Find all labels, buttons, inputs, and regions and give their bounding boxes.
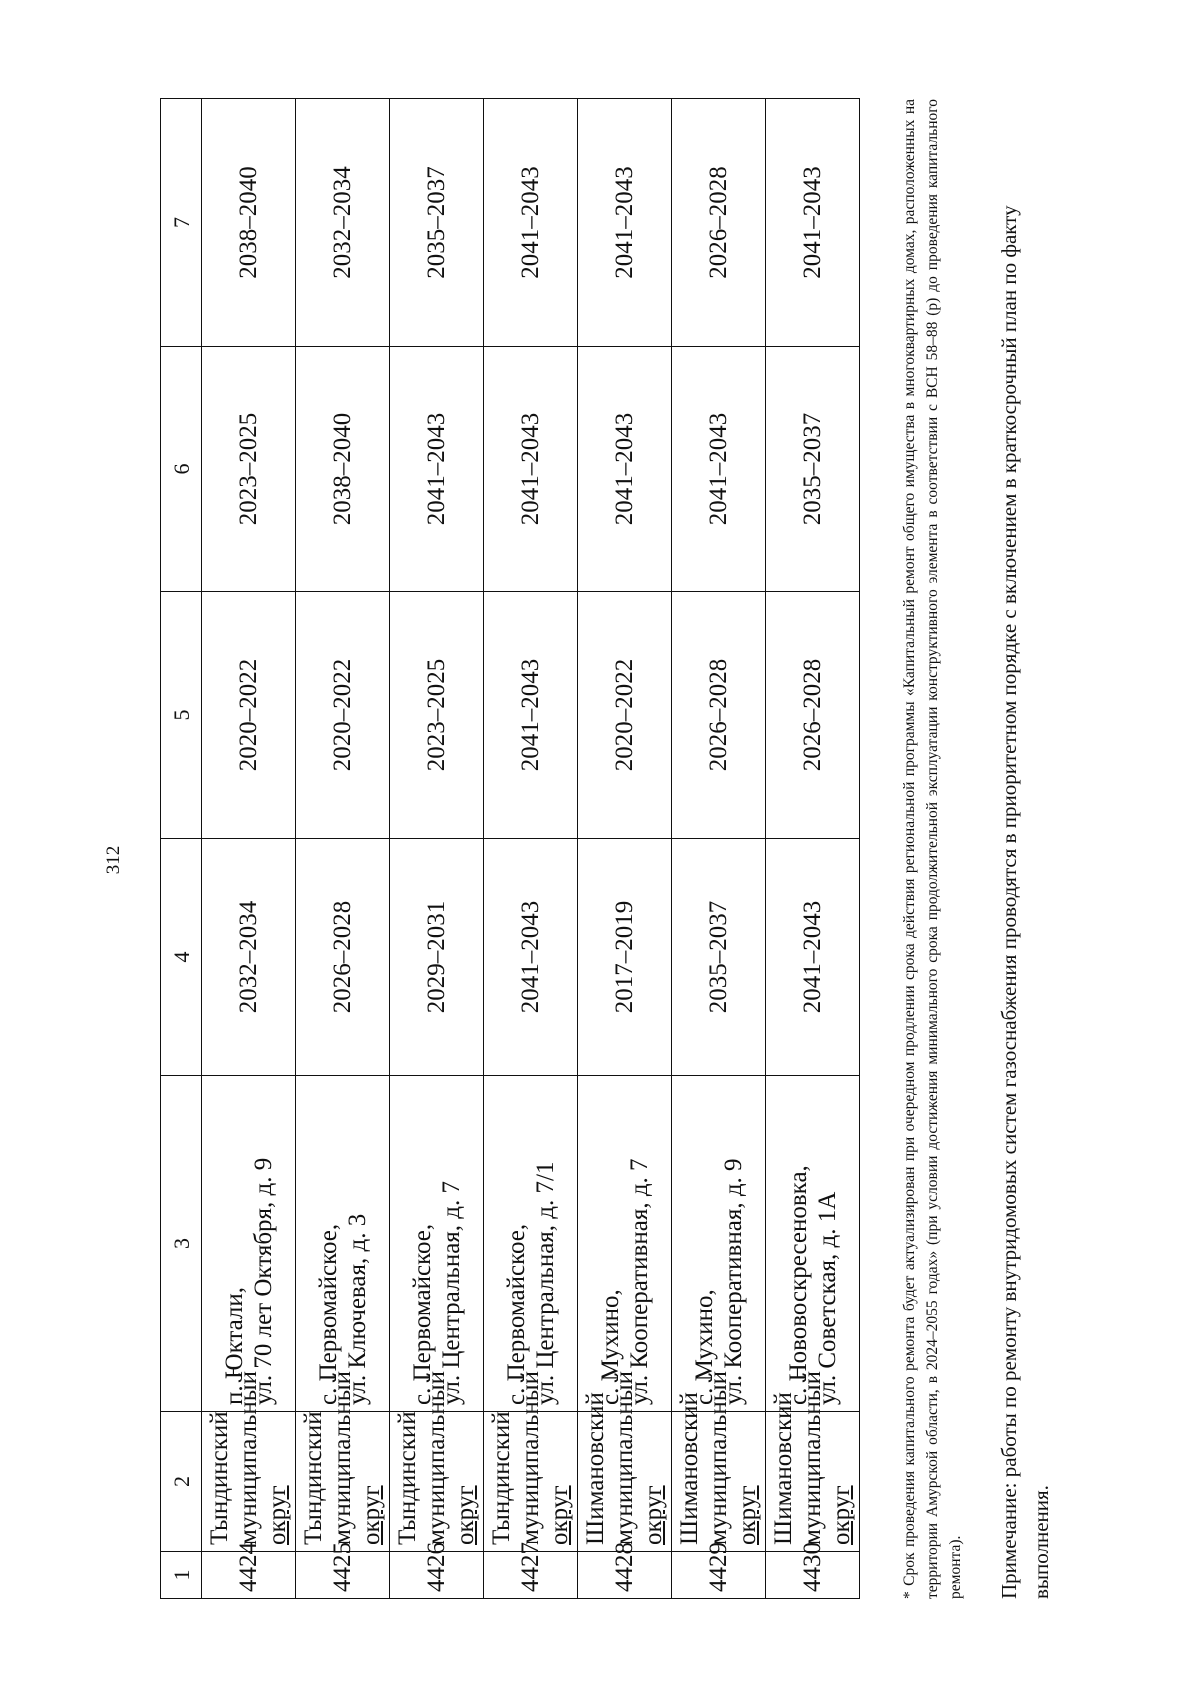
period-col6: 2023–2025 xyxy=(202,347,296,592)
column-number-row xyxy=(161,99,202,1599)
period-col5: 2026–2028 xyxy=(766,592,860,839)
table-row xyxy=(578,99,672,1599)
district-line: округ xyxy=(734,1485,761,1545)
column-number: 6 xyxy=(161,347,202,592)
district-line: Тындинский xyxy=(394,1411,421,1545)
table-row xyxy=(766,99,860,1599)
period-col6: 2035–2037 xyxy=(766,347,860,592)
address-cell xyxy=(672,1076,766,1412)
district-line: округ xyxy=(546,1485,573,1545)
district-line: Тындинский xyxy=(488,1411,515,1545)
period-col5: 2041–2043 xyxy=(484,592,578,839)
period-col6: 2038–2040 xyxy=(296,347,390,592)
district-cell xyxy=(296,1371,390,1552)
table-row xyxy=(296,99,390,1599)
district-line: Шимановский xyxy=(676,1392,703,1545)
period-col6: 2041–2043 xyxy=(484,347,578,592)
district-cell xyxy=(390,1371,484,1552)
period-col6: 2041–2043 xyxy=(672,347,766,592)
row-number: 4428 xyxy=(578,1552,672,1599)
address-line: с. Мухино, xyxy=(596,1289,624,1405)
row-number: 4427 xyxy=(484,1552,578,1599)
capital-repair-table xyxy=(160,98,860,1599)
address-cell xyxy=(578,1076,672,1412)
district-cell xyxy=(672,1371,766,1552)
district-line: муниципальный xyxy=(799,1371,826,1545)
address-line: с. Нововоскресеновка, xyxy=(784,1165,812,1405)
district-line: округ xyxy=(828,1485,855,1545)
district-line: округ xyxy=(264,1485,291,1545)
district-line: Шимановский xyxy=(770,1392,797,1545)
address-line: ул. Ключевая, д. 3 xyxy=(343,1213,371,1405)
district-line: округ xyxy=(452,1485,479,1545)
row-number: 4430 xyxy=(766,1552,860,1599)
address-cell xyxy=(766,1076,860,1412)
period-col5: 2026–2028 xyxy=(672,592,766,839)
period-col5: 2020–2022 xyxy=(202,592,296,839)
row-number: 4426 xyxy=(390,1552,484,1599)
period-col6: 2041–2043 xyxy=(390,347,484,592)
address-cell xyxy=(390,1076,484,1412)
district-line: округ xyxy=(358,1485,385,1545)
note: Примечание: работы по ремонту внутридомовых систем газоснабжения проводятся в приоритетном порядке с включением в краткосрочный план по факту выполнения. xyxy=(997,205,1053,1599)
period-col4: 2041–2043 xyxy=(484,839,578,1076)
period-col4: 2035–2037 xyxy=(672,839,766,1076)
district-line: муниципальный xyxy=(423,1371,450,1545)
period-col7: 2032–2034 xyxy=(296,99,390,347)
column-number: 1 xyxy=(161,1552,202,1599)
period-col7: 2041–2043 xyxy=(484,99,578,347)
column-number: 4 xyxy=(161,839,202,1076)
address-line: п. Юктали, xyxy=(220,1286,248,1405)
period-col5: 2020–2022 xyxy=(296,592,390,839)
address-line: ул. 70 лет Октября, д. 9 xyxy=(249,1157,277,1405)
address-cell xyxy=(202,1076,296,1412)
period-col7: 2041–2043 xyxy=(766,99,860,347)
district-cell xyxy=(766,1371,860,1552)
column-number: 7 xyxy=(161,99,202,347)
row-number: 4429 xyxy=(672,1552,766,1599)
table-row xyxy=(484,99,578,1599)
period-col7: 2041–2043 xyxy=(578,99,672,347)
period-col7: 2038–2040 xyxy=(202,99,296,347)
district-line: муниципальный xyxy=(611,1371,638,1545)
column-number: 3 xyxy=(161,1076,202,1412)
footnote: * Срок проведения капитального ремонта будет актуализирован при очередном продлении срока действия региональной программы «Капитальный ремонт общего имущества в многоквартирных домах, расположенных на территории Амурской области, в 2024–2055 годах» (при условии достижения минимального срока продолжительной эксплуатации конструктивного элемента в соответствии с ВСН 58–88 (р) до проведения капитального ремонта). xyxy=(901,99,964,1599)
period-col7: 2035–2037 xyxy=(390,99,484,347)
rotated-content xyxy=(160,99,1053,1599)
district-line: муниципальный xyxy=(235,1371,262,1545)
address-line: ул. Кооперативная, д. 9 xyxy=(719,1158,747,1405)
page-number: 312 xyxy=(103,845,124,875)
period-col6: 2041–2043 xyxy=(578,347,672,592)
table-row xyxy=(390,99,484,1599)
table-row xyxy=(672,99,766,1599)
address-line: с. Первомайское, xyxy=(314,1223,342,1405)
period-col4: 2041–2043 xyxy=(766,839,860,1076)
address-line: ул. Кооперативная, д. 7 xyxy=(625,1158,653,1405)
column-number: 5 xyxy=(161,592,202,839)
address-line: с. Первомайское, xyxy=(408,1223,436,1405)
column-number: 2 xyxy=(161,1412,202,1552)
district-cell xyxy=(202,1371,296,1552)
district-cell xyxy=(484,1371,578,1552)
address-line: ул. Центральная, д. 7 xyxy=(437,1180,465,1405)
period-col4: 2029–2031 xyxy=(390,839,484,1076)
district-line: Тындинский xyxy=(300,1411,327,1545)
district-cell xyxy=(578,1371,672,1552)
period-col7: 2026–2028 xyxy=(672,99,766,347)
row-number: 4424 xyxy=(202,1552,296,1599)
period-col5: 2020–2022 xyxy=(578,592,672,839)
address-line: с. Мухино, xyxy=(690,1289,718,1405)
period-col5: 2023–2025 xyxy=(390,592,484,839)
district-line: муниципальный xyxy=(517,1371,544,1545)
district-line: округ xyxy=(640,1485,667,1545)
district-line: Тындинский xyxy=(206,1411,233,1545)
period-col4: 2032–2034 xyxy=(202,839,296,1076)
period-col4: 2017–2019 xyxy=(578,839,672,1076)
period-col4: 2026–2028 xyxy=(296,839,390,1076)
address-cell xyxy=(484,1076,578,1412)
address-line: ул. Советская, д. 1А xyxy=(813,1191,841,1405)
address-cell xyxy=(296,1076,390,1412)
row-number: 4425 xyxy=(296,1552,390,1599)
address-line: ул. Центральная, д. 7/1 xyxy=(531,1161,559,1405)
address-line: с. Первомайское, xyxy=(502,1223,530,1405)
table-row xyxy=(202,99,296,1599)
district-line: Шимановский xyxy=(582,1392,609,1545)
district-line: муниципальный xyxy=(705,1371,732,1545)
district-line: муниципальный xyxy=(329,1371,356,1545)
